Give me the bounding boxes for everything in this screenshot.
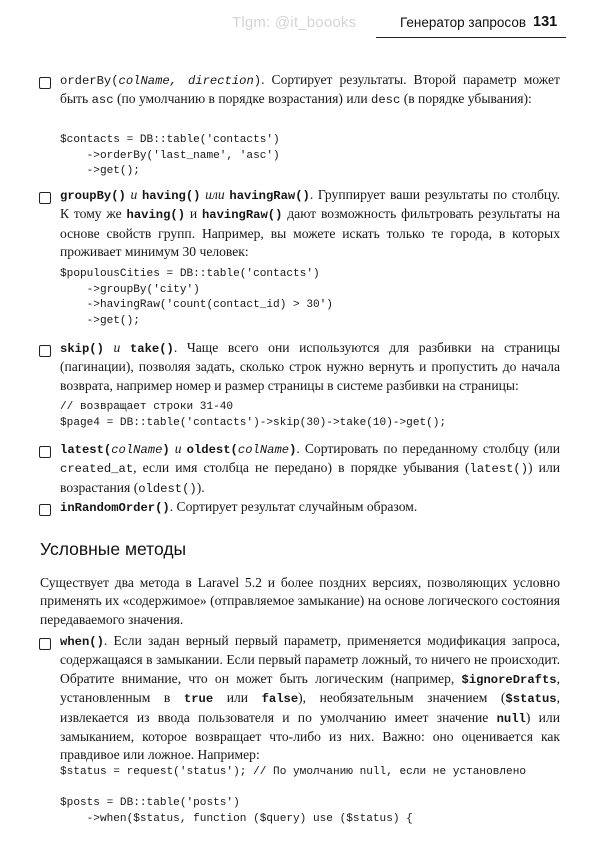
- item-text: . Если задан верный первый параметр, применяется модификация запроса, содержащаяся в замыкании. Если первый параметр ложный, то ничего не происходит. Обратите внимание, что он может быть логическим (например,: [60, 633, 560, 686]
- method-name: having(): [141, 189, 201, 203]
- method-name: inRandomOrder(): [60, 501, 170, 515]
- bullet-checkbox-icon: [39, 192, 51, 204]
- method-name: havingRaw(): [229, 189, 310, 203]
- item-text: или: [213, 690, 262, 706]
- method-args: colName: [237, 443, 290, 457]
- bullet-checkbox-icon: [39, 504, 51, 516]
- code-block-orderby: $contacts = DB::table('contacts') ->orderBy('last_name', 'asc') ->get();: [60, 134, 280, 177]
- item-text: (по умолчанию в порядке возрастания) или: [113, 91, 372, 107]
- list-item-random-order: [60, 498, 560, 517]
- inline-code: false: [261, 692, 299, 707]
- inline-code: $ignoreDrafts: [461, 672, 557, 687]
- method-args: colName: [111, 443, 163, 457]
- method-args: colName, direction: [118, 74, 254, 88]
- list-item-groupby: [60, 186, 560, 262]
- inline-code: created_at: [60, 462, 134, 477]
- method-close: ): [253, 74, 262, 88]
- inline-code: oldest(): [138, 481, 197, 496]
- method-name: orderBy(: [60, 74, 119, 88]
- inline-code: latest(): [469, 462, 529, 477]
- item-text: ) или возрастания (: [60, 460, 560, 495]
- inline-code: desc: [371, 93, 401, 108]
- bullet-checkbox-icon: [39, 446, 51, 458]
- code-block-groupby: $populousCities = DB::table('contacts') ->groupBy('city') ->havingRaw('count(contact_id) > 30') ->get();: [60, 268, 333, 327]
- section-heading: Условные методы: [40, 539, 187, 559]
- method-name: havingRaw(): [201, 208, 283, 223]
- method-name: latest(: [60, 443, 112, 457]
- watermark: Tlgm: @it_boooks: [232, 14, 357, 31]
- item-text: дают возможность фильтровать результаты на основе свойств групп. Например, вы можете искать только те города, в которых проживает минимум 30 человек:: [60, 206, 560, 260]
- bullet-checkbox-icon: [39, 638, 51, 650]
- method-name: take(): [129, 342, 174, 356]
- conjunction: и: [169, 441, 187, 456]
- list-item-when: [60, 632, 560, 765]
- item-text: . Сортирует результат случайным образом.: [169, 499, 418, 514]
- bullet-checkbox-icon: [39, 77, 51, 89]
- page-number: 131: [533, 14, 558, 30]
- inline-code: $status: [505, 692, 557, 707]
- inline-code: asc: [91, 93, 114, 108]
- method-close: ): [289, 443, 297, 457]
- code-block-when: $status = request('status'); // По умолчанию null, если не установлено $posts = DB::table('posts') ->when($status, function ($query) use ($status) {: [60, 766, 527, 825]
- item-text: , установленным в: [60, 670, 560, 706]
- method-name: groupBy(): [60, 189, 126, 203]
- inline-code: true: [183, 692, 214, 707]
- item-text: ).: [196, 479, 205, 495]
- list-item-latest-oldest: [60, 440, 560, 498]
- item-text: . Сортировать по переданному столбцу (или: [296, 441, 560, 456]
- conjunction: и: [125, 187, 142, 202]
- method-name: skip(): [60, 342, 104, 356]
- method-close: ): [162, 443, 170, 457]
- list-item-skip-take: [60, 339, 560, 395]
- item-text: . Чаще всего они используются для разбивки на страницы (пагинации), позволяя задать, сколько строк нужно вернуть и пропустить до начала возврата, например номер и размер страницы в системе разбивки на страницы:: [60, 340, 560, 393]
- item-text: ), необязательным значением (: [298, 690, 506, 706]
- bullet-checkbox-icon: [39, 345, 51, 357]
- conjunction: и: [103, 340, 130, 355]
- header-rule: [376, 37, 566, 38]
- method-name: having(): [126, 208, 186, 223]
- item-text: , если имя столбца не передано) в порядке убывания (: [133, 460, 470, 476]
- inline-code: null: [496, 711, 526, 726]
- conjunction: или: [200, 187, 230, 202]
- running-title: Генератор запросов: [400, 15, 527, 30]
- item-text: (в порядке убывания):: [400, 91, 532, 107]
- method-name: when(): [60, 635, 104, 649]
- item-text: ) или замыканием, которое возвращает что-либо из них. Важно: оно оценивается как правдивое или ложное. Например:: [60, 709, 560, 763]
- list-item-orderby: [60, 71, 560, 110]
- item-text: . Сортирует результаты. Второй параметр может быть: [60, 72, 560, 107]
- item-text: и: [185, 206, 202, 222]
- item-text: , извлекается из ввода пользователя и по умолчанию имеет значение: [60, 690, 560, 725]
- item-text: . Группирует ваши результаты по столбцу. К тому же: [60, 187, 560, 222]
- method-name: oldest(: [186, 443, 238, 457]
- code-block-skip-take: // возвращает строки 31-40 $page4 = DB::table('contacts')->skip(30)->take(10)->get();: [60, 401, 447, 429]
- section-intro: Существует два метода в Laravel 5.2 и более поздних версиях, позволяющих условно применять их «содержимое» (отправляемое замыкание) на основе логического состояния передаваемого значения.: [40, 575, 560, 627]
